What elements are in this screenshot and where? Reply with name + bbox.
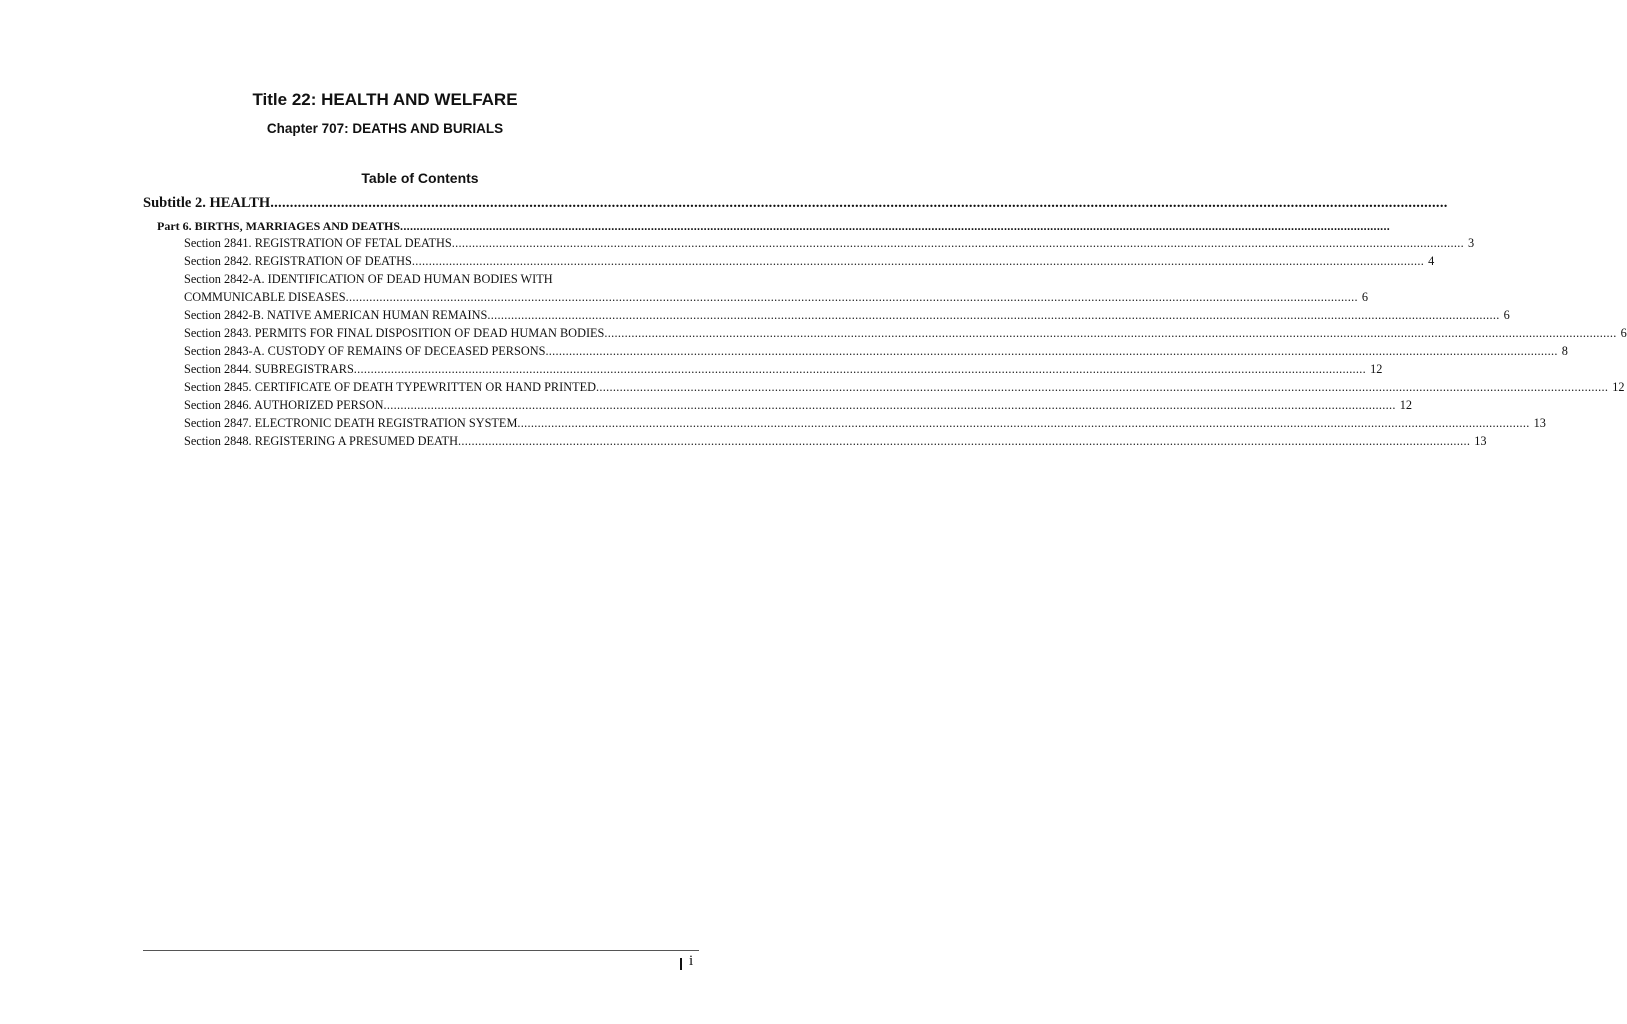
toc-section-label: Section 2843-A. CUSTODY OF REMAINS OF DECEASED PERSONS [184,344,546,358]
toc-section-entry[interactable] [184,398,1413,413]
toc-page-number: 6 [1361,290,1369,304]
leader-dots: ............................................................................................................................................................................................................................................................................................................ [517,416,1530,430]
toc-page-number: 6 [1503,308,1510,322]
toc-section-entry[interactable] [184,344,1568,359]
toc-section-entry[interactable] [184,290,1369,305]
toc-section-entry[interactable] [184,434,1487,449]
footer-rule [143,950,699,951]
toc-section-entry[interactable] [184,308,1510,323]
chapter-title: Chapter 707: DEATHS AND BURIALS [266,121,504,136]
footer-page-number: i [689,953,694,969]
toc-page-number: 6 [1620,326,1627,340]
toc-page-number: 12 [1399,398,1413,412]
leader-dots: ............................................................................................................................................................................................................................................................................................................ [383,398,1396,412]
toc-page-number: 13 [1474,434,1487,448]
toc-section-label: Section 2843. PERMITS FOR FINAL DISPOSITION OF DEAD HUMAN BODIES [184,326,605,340]
toc-part-label: Part 6. BIRTHS, MARRIAGES AND DEATHS [157,219,401,233]
toc-subtitle-label: Subtitle 2. HEALTH [143,195,271,211]
toc-section-entry[interactable] [184,416,1546,431]
toc-section-label: Section 2848. REGISTERING A PRESUMED DEATH [184,434,458,448]
toc-section-entry[interactable] [184,380,1625,395]
toc-page-number: 13 [1533,416,1546,430]
toc-subtitle-entry[interactable] [143,195,1448,212]
toc-section-label: Section 2841. REGISTRATION OF FETAL DEATHS [184,236,452,250]
toc-section-entry[interactable] [184,326,1627,341]
toc-section-entry[interactable] [184,236,1475,251]
leader-dots: ............................................................................................................................................................................................................................................................................................................ [345,290,1358,304]
toc-section-label: Section 2845. CERTIFICATE OF DEATH TYPEWRITTEN OR HAND PRINTED [184,380,596,394]
leader-dots: ............................................................................................................................................................................................................................................................................................................ [545,344,1558,358]
toc-section-label: Section 2844. SUBREGISTRARS [184,362,354,376]
toc-page-number: 12 [1612,380,1625,394]
toc-section-entry[interactable] [184,362,1383,377]
leader-dots: ............................................................................................................................................................................................................................................................................................................ [411,254,1425,268]
toc-section-label: Section 2847. ELECTRONIC DEATH REGISTRATION SYSTEM [184,416,518,430]
toc-section-label-line2: COMMUNICABLE DISEASES [184,290,346,304]
leader-dots: ............................................................................................................................................................................................................................................................................................................ [353,362,1367,376]
toc-heading: Table of Contents [361,170,479,186]
document-title: Title 22: HEALTH AND WELFARE [252,90,518,109]
toc-page-number: 8 [1561,344,1568,358]
toc-section-entry[interactable] [184,254,1435,269]
toc-section-label: Section 2842. REGISTRATION OF DEATHS [184,254,412,268]
leader-dots: ............................................................................................................................................................................................................................................................................................................ [270,195,1448,211]
toc-section-label: Section 2842-B. NATIVE AMERICAN HUMAN REMAINS [184,308,488,322]
leader-dots: ............................................................................................................................................................................................................................................................................................................ [487,308,1500,322]
leader-dots: ............................................................................................................................................................................................................................................................................................................ [596,380,1609,394]
toc-page-number: 4 [1428,254,1435,268]
toc-part-entry[interactable] [157,219,1391,234]
footer-separator-bar [680,958,682,970]
toc-section-label: Section 2846. AUTHORIZED PERSON [184,398,384,412]
leader-dots: ............................................................................................................................................................................................................................................................................................................ [604,326,1617,340]
leader-dots: ............................................................................................................................................................................................................................................................................................................ [451,236,1464,250]
leader-dots: ............................................................................................................................................................................................................................................................................................................ [457,434,1471,448]
leader-dots: ............................................................................................................................................................................................................................................................................................................ [400,219,1391,233]
toc-page-number: 3 [1468,236,1475,250]
toc-page-number: 12 [1370,362,1383,376]
toc-section-label-line1[interactable]: Section 2842-A. IDENTIFICATION OF DEAD HUMAN BODIES WITH [184,272,553,286]
